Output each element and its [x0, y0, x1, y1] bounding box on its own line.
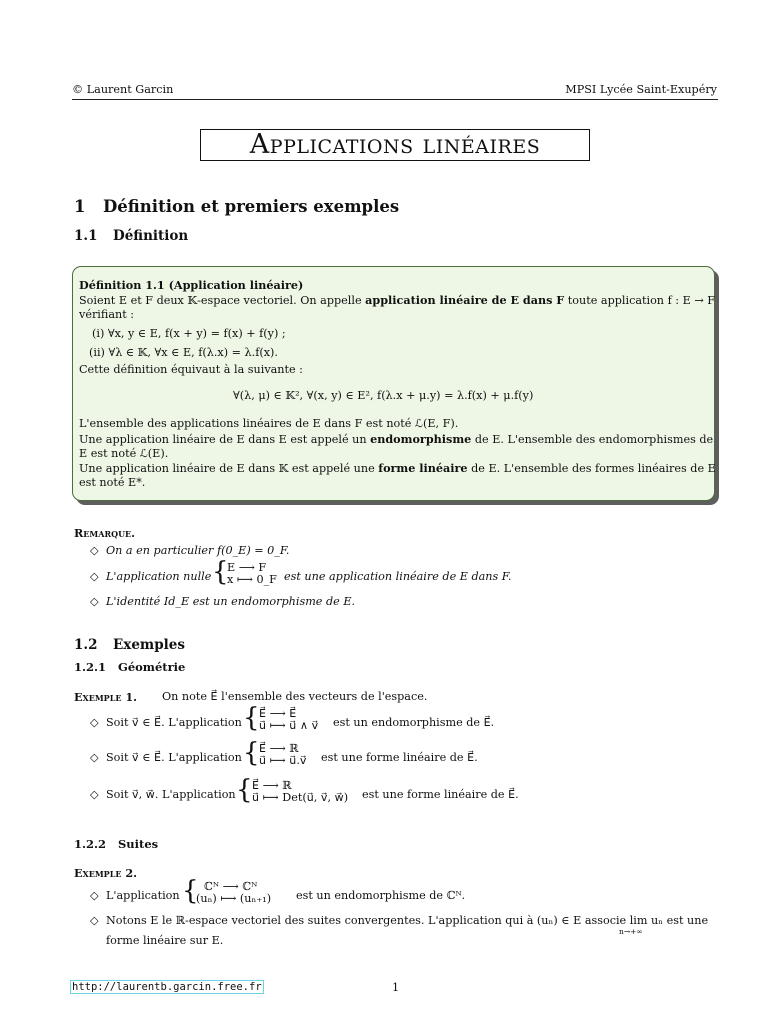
left-brace-icon: {: [212, 557, 229, 587]
exemple-1-item-3-pre: Soit v⃗, w⃗. L'application: [106, 788, 236, 801]
subsection-1-2-title: Exemples: [113, 637, 185, 653]
left-brace-icon: {: [243, 738, 260, 768]
left-brace-icon: {: [182, 876, 199, 906]
subsubsection-1-2-1-title: Géométrie: [118, 660, 186, 674]
definition-line1-bold: application linéaire de E dans F: [365, 293, 565, 307]
definition-box: [72, 266, 715, 501]
definition-heading: Définition 1.1 (Application linéaire): [79, 278, 304, 292]
definition-endo-line2: E est noté ℒ(E).: [79, 447, 169, 460]
exemple-1-item-3-top: E⃗ ⟶ ℝ: [252, 779, 292, 792]
remarque-map-bottom: x ⟼ 0_F: [227, 573, 277, 586]
header-school: MPSI Lycée Saint-Exupéry: [565, 83, 717, 96]
exemple-2-item-1-pre: L'application: [106, 889, 180, 902]
definition-line1-post: toute application f : E → F: [564, 294, 716, 307]
bullet-icon: ◇: [90, 595, 99, 608]
subsubsection-1-2-2-number: 1.2.2: [74, 837, 107, 851]
exemple-2-item-2-line1: Notons E le ℝ-espace vectoriel des suites convergentes. L'application qui à (uₙ) ∈ E associe lim uₙ est une: [106, 914, 709, 927]
remarque-item-2-post: est une application linéaire de E dans F.: [284, 570, 512, 583]
remarque-item-2-map: [227, 562, 277, 586]
exemple-1-item-1-post: est un endomorphisme de E⃗.: [333, 716, 495, 729]
exemple-2-item-1-bottom: (uₙ) ⟼ (uₙ₊₁): [196, 892, 272, 905]
section-1-title: Définition et premiers exemples: [103, 197, 400, 216]
exemple-1-item-2-pre: Soit v⃗ ∈ E⃗. L'application: [106, 751, 242, 764]
header-divider: [72, 99, 718, 100]
subsection-1-2-number: 1.2: [74, 637, 98, 653]
section-1-number: 1: [74, 197, 86, 216]
definition-forme-bold: forme linéaire: [378, 461, 468, 475]
page-title: Applications linéaires: [200, 129, 590, 161]
exemple-2-lim-subscript: n→+∞: [619, 927, 643, 936]
left-brace-icon: {: [236, 775, 253, 805]
exemple-1-intro: On note E⃗ l'ensemble des vecteurs de l'espace.: [162, 690, 428, 703]
definition-equiv: Cette définition équivaut à la suivante :: [79, 363, 303, 376]
remarque-item-3: L'identité Id_E est un endomorphisme de E.: [106, 595, 356, 608]
bullet-icon: ◇: [90, 544, 99, 557]
definition-item-ii: (ii) ∀λ ∈ 𝕂, ∀x ∈ E, f(λ.x) = λ.f(x).: [89, 346, 278, 359]
definition-line1: [79, 293, 715, 307]
header-author: © Laurent Garcin: [72, 83, 174, 96]
definition-forme-line2: est noté E*.: [79, 476, 146, 489]
exemple-1-item-1-pre: Soit v⃗ ∈ E⃗. L'application: [106, 716, 242, 729]
bullet-icon: ◇: [90, 716, 99, 729]
exemple-1-item-2-map: [259, 743, 307, 767]
remarque-heading: Remarque.: [74, 526, 136, 540]
definition-set-line: L'ensemble des applications linéaires de E dans F est noté ℒ(E, F).: [79, 417, 459, 430]
exemple-1-item-1-map: [259, 708, 318, 732]
definition-line2: vérifiant :: [79, 308, 135, 321]
definition-endo-post: de E. L'ensemble des endomorphismes de: [471, 433, 714, 446]
bullet-icon: ◇: [90, 570, 99, 583]
remarque-item-1: On a en particulier f(0_E) = 0_F.: [106, 544, 290, 557]
exemple-1-item-2-top: E⃗ ⟶ ℝ: [259, 742, 299, 755]
definition-endo-bold: endomorphisme: [370, 432, 472, 446]
definition-item-i: (i) ∀x, y ∈ E, f(x + y) = f(x) + f(y) ;: [92, 327, 286, 340]
exemple-1-item-3-post: est une forme linéaire de E⃗.: [362, 788, 519, 801]
exemple-2-item-2-line2: forme linéaire sur E.: [106, 934, 224, 947]
subsubsection-1-2-1-number: 1.2.1: [74, 660, 107, 674]
exemple-1-item-3-map: [252, 780, 348, 804]
page-number: 1: [392, 981, 400, 994]
remarque-item-2-pre: L'application nulle: [106, 570, 212, 583]
exemple-1-heading: Exemple 1.: [74, 690, 137, 704]
exemple-1-item-1-bottom: u⃗ ⟼ u⃗ ∧ v⃗: [259, 719, 319, 732]
bullet-icon: ◇: [90, 751, 99, 764]
definition-endo-line: [79, 432, 713, 446]
definition-line1-pre: Soient E et F deux 𝕂-espace vectoriel. On appelle: [79, 294, 366, 307]
bullet-icon: ◇: [90, 914, 99, 927]
definition-endo-pre: Une application linéaire de E dans E est appelé un: [79, 433, 371, 446]
bullet-icon: ◇: [90, 889, 99, 902]
exemple-1-item-2-bottom: u⃗ ⟼ u⃗.v⃗: [259, 754, 307, 767]
exemple-2-heading: Exemple 2.: [74, 866, 137, 880]
exemple-1-item-2-post: est une forme linéaire de E⃗.: [321, 751, 478, 764]
definition-forme-line: [79, 461, 716, 475]
remarque-map-top: E ⟶ F: [227, 561, 267, 574]
subsection-1-1-title: Définition: [113, 228, 189, 244]
bullet-icon: ◇: [90, 788, 99, 801]
subsection-1-1-number: 1.1: [74, 228, 98, 244]
exemple-2-item-1-map: [196, 881, 271, 905]
exemple-2-item-1-post: est un endomorphisme de ℂᴺ.: [296, 889, 466, 902]
footer-url-link[interactable]: http://laurentb.garcin.free.fr: [72, 981, 262, 993]
definition-forme-post: de E. L'ensemble des formes linéaires de E: [467, 462, 716, 475]
subsubsection-1-2-2-title: Suites: [118, 837, 159, 851]
left-brace-icon: {: [243, 703, 260, 733]
exemple-2-item-1-top: ℂᴺ ⟶ ℂᴺ: [204, 880, 258, 893]
definition-forme-pre: Une application linéaire de E dans 𝕂 est appelé une: [79, 462, 379, 475]
definition-formula: ∀(λ, μ) ∈ 𝕂², ∀(x, y) ∈ E², f(λ.x + μ.y) = λ.f(x) + μ.f(y): [233, 389, 534, 402]
exemple-1-item-1-top: E⃗ ⟶ E⃗: [259, 707, 297, 720]
exemple-1-item-3-bottom: u⃗ ⟼ Det(u⃗, v⃗, w⃗): [252, 791, 349, 804]
